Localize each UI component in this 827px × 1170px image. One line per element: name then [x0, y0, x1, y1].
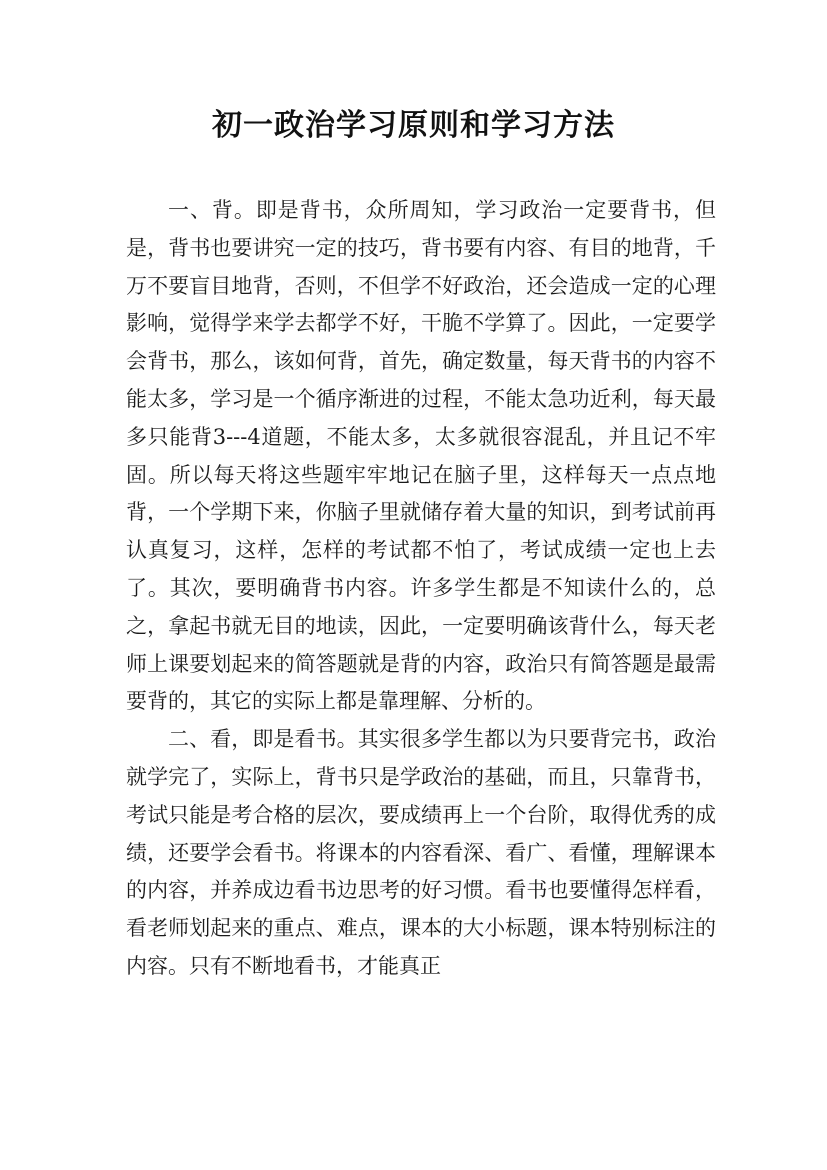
paragraph-1: 一、背。即是背书，众所周知，学习政治一定要背书，但是，背书也要讲究一定的技巧，背书要有内容、有目的地背，千万不要盲目地背，否则，不但学不好政治，还会造成一定的心理影响，觉得学来学去都学不好，干脆不学算了。因此，一定要学会背书，那么，该如何背，首先，确定数量，每天背书的内容不能太多，学习是一个循序渐进的过程，不能太急功近利，每天最多只能背3---4道题，不能太多，太多就很容混乱，并且记不牢固。所以每天将这些题牢牢地记在脑子里，这样每天一点点地背，一个学期下来，你脑子里就储存着大量的知识，到考试前再认真复习，这样，怎样的考试都不怕了，考试成绩一定也上去了。其次，要明确背书内容。许多学生都是不知读什么的，总之，拿起书就无目的地读，因此，一定要明确该背什么，每天老师上课要划起来的简答题就是背的内容，政治只有简答题是最需要背的，其它的实际上都是靠理解、分析的。 [126, 198, 716, 714]
document-body [126, 192, 716, 986]
document-title: 初一政治学习原则和学习方法 [212, 108, 615, 143]
paragraph-2: 二、看，即是看书。其实很多学生都以为只要背完书，政治就学完了，实际上，背书只是学政治的基础，而且，只靠背书，考试只能是考合格的层次，要成绩再上一个台阶，取得优秀的成绩，还要学会看书。将课本的内容看深、看广、看懂，理解课本的内容，并养成边看书边思考的好习惯。看书也要懂得怎样看，看老师划起来的重点、难点，课本的大小标题，课本特别标注的内容。只有不断地看书，才能真正 [126, 727, 716, 978]
